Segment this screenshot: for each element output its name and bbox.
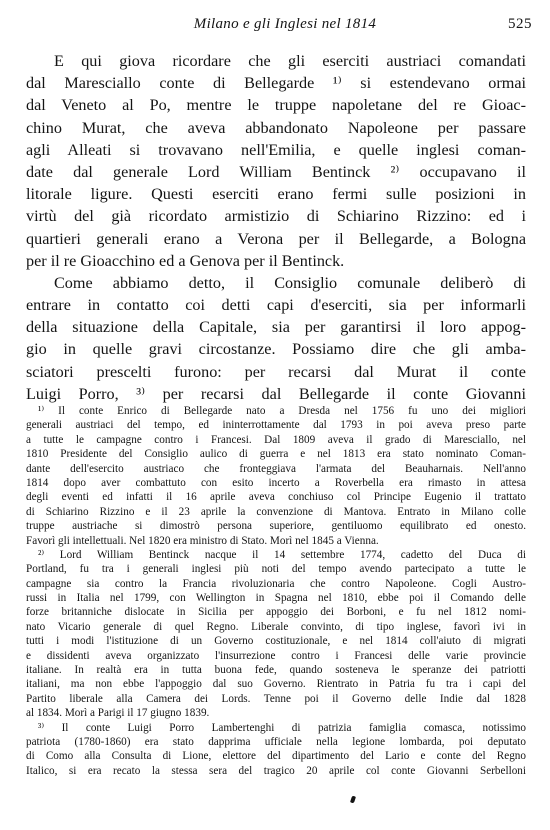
- running-title: Milano e gli Inglesi nel 1814: [193, 16, 377, 32]
- footnote-line: Partito liberale alla Camera dei Lords. Tenne poi il Governo delle Indie dal 1828: [26, 692, 526, 705]
- footnote-line: Portland, fu tra i generali inglesi più noti del tempo avendo partecipato a tutte le: [26, 563, 526, 576]
- paragraph-line: per il re Gioacchino ed a Genova per il Bentinck.: [26, 251, 345, 270]
- running-head: [0, 16, 550, 36]
- footnote-line: russi in Italia nel 1799, con Wellington in Spagna nel 1810, ebbe poi il Comando delle: [26, 592, 526, 605]
- footnote-line: e dissidenti aveva organizzato l'insurrezione contro i Francesi delle varie provincie: [26, 649, 526, 662]
- paragraph-line: date dal generale Lord William Bentinck ²⁾ occupavano il: [26, 162, 526, 181]
- footnote-line: patriota (1780-1860) era stato dapprima ufficiale nella legione lombarda, poi deputato: [26, 735, 526, 748]
- footnote-line: italiani, ma non ebbe l'appoggio dal suo Governo. Rientrato in Patria fu tra i capi del: [26, 678, 526, 691]
- printer-mark: [350, 796, 356, 804]
- footnote-line: forze britanniche dislocate in Sicilia per appoggio dei Borboni, e fu nel 1812 nomi-: [26, 606, 526, 619]
- paragraph-line: della situazione della Capitale, sia per garantirsi il loro appog-: [26, 318, 526, 337]
- footnote-line: di Como alla Consulta di Lione, elettore del dipartimento del Lario e conte del Regno: [26, 750, 526, 763]
- footnote-line: ²⁾ Lord William Bentinck nacque il 14 settembre 1774, cadetto del Duca di: [38, 548, 526, 561]
- paragraph-line: dal Veneto al Po, mentre le truppe napoletane del re Gioac-: [26, 96, 526, 115]
- paragraph-line: gio in quelle gravi circostanze. Possiamo dire che gli amba-: [26, 340, 526, 359]
- paragraph-line: litorale ligure. Questi eserciti erano fermi sulle posizioni in: [26, 185, 526, 204]
- footnote-line: generali austriaci del tempo, ed ininterrottamente dal 1793 in poi aveva preso parte: [26, 419, 526, 432]
- paragraph-line: sciatori prescelti furono: per recarsi dal Murat il conte: [26, 362, 526, 381]
- footnote-line: ¹⁾ Il conte Enrico di Bellegarde nato a Dresda nel 1756 fu uno dei migliori: [38, 405, 526, 417]
- footnote-line: tutti i modi l'istituzione di un Governo costituzionale, e nel 1814 coll'aiuto di migrati: [26, 635, 526, 648]
- footnote-line: al 1834. Morì a Parigi il 17 giugno 1839.: [26, 707, 210, 720]
- paragraph-line: E qui giova ricordare che gli eserciti austriaci comandati: [54, 52, 526, 70]
- footnote-line: Favorì gli intellettuali. Nel 1820 era ministro di Stato. Morì nel 1845 a Vienna.: [26, 534, 379, 547]
- paragraph-line: Come abbiamo detto, il Consiglio comunale deliberò di: [54, 273, 526, 292]
- paragraph-line: agli Alleati si trovavano nell'Emilia, e quelle inglesi coman-: [26, 140, 526, 159]
- footnote-line: di Schiarino Rizzino e il 23 aprile la convenzione di Mantova. Entrato in Milano colle: [26, 505, 526, 518]
- footnote-line: degli eventi ed infatti il 16 aprile aveva conchiuso col Principe Eugenio il trattato: [26, 491, 526, 504]
- footnote-line: campagne sia contro la Francia rivoluzionaria che contro Napoleone. Cogli Austro-: [26, 577, 526, 590]
- paragraph-line: dal Maresciallo conte di Bellegarde ¹⁾ si estendevano ormai: [26, 74, 526, 93]
- footnote-line: Italico, si era recato la stessa sera del tragico 20 aprile col conte Giovanni Serbelloni: [26, 764, 526, 777]
- footnote-line: a tutte le campagne contro i Francesi. Dal 1809 aveva il grado di Maresciallo, nel: [26, 433, 526, 446]
- footnote-line: italiane. In realtà era in tutta buona fede, quando sosteneva le speranze dei patriotti: [26, 664, 526, 677]
- footnote-line: dante dell'esercito austriaco che fronteggiava l'armata del Beauharnais. Nell'anno: [26, 462, 526, 475]
- paragraph-line: virtù del già ricordato armistizio di Schiarino Rizzino: ed i: [26, 207, 526, 226]
- footnote-line: truppe austriache si dimostrò persona superiore, gentiluomo equilibrato ed onesto.: [26, 520, 526, 533]
- footnote-line: 1814 dopo aver combattuto con esito incerto a Roverbella era rimasto in attesa: [26, 476, 526, 489]
- paragraph-line: Luigi Porro, ³⁾ per recarsi dal Bellegarde il conte Giovanni: [26, 384, 526, 403]
- footnote-line: nato Vicario generale di quel Regno. Liberale convinto, di tipo inglese, favorì ivi in: [26, 620, 526, 633]
- footnote-line: ³⁾ Il conte Luigi Porro Lambertenghi di patrizia famiglia comasca, notissimo: [38, 721, 526, 734]
- footnotes: [26, 404, 526, 778]
- paragraph-line: quartieri generali erano a Verona per il Bellegarde, a Bologna: [26, 229, 526, 248]
- footnote-line: 1810 Presidente del Consiglio aulico di guerra e nel 1813 era stato nominato Coman-: [26, 448, 526, 461]
- page-number: 525: [508, 16, 532, 32]
- paragraph-line: entrare in contatto coi detti capi d'eserciti, sia per informarli: [26, 296, 526, 315]
- paragraph-line: chino Murat, che aveva abbandonato Napoleone per passare: [26, 118, 526, 137]
- body-text: [26, 50, 526, 405]
